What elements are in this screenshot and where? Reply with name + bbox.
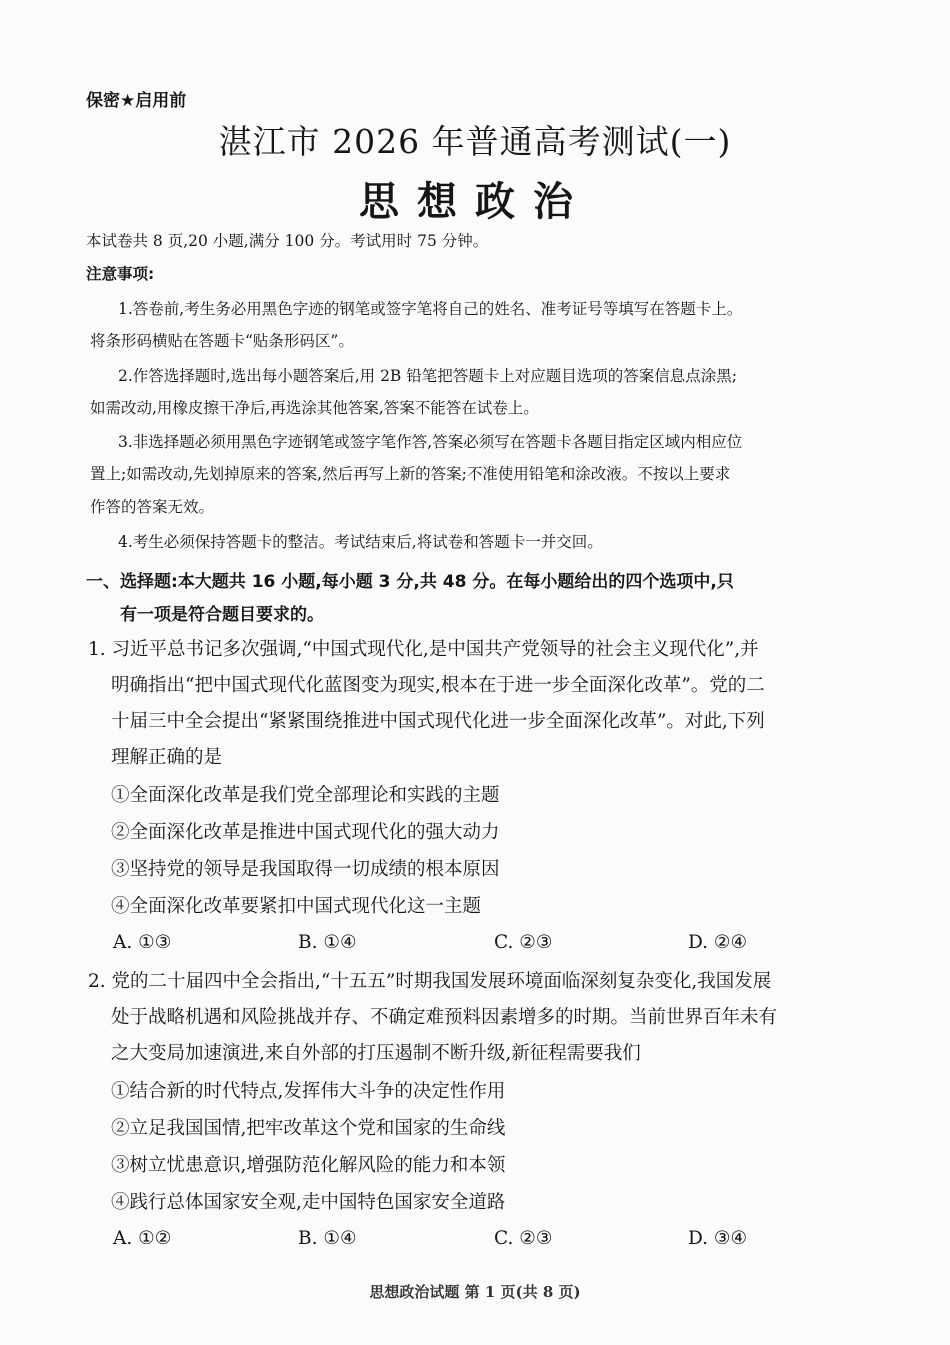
section-heading: 一、选择题:本大题共 16 小题,每小题 3 分,共 48 分。在每小题给出的四个选项中,只 <box>86 572 734 592</box>
notice-line: 1.答卷前,考生务必用黑色字迹的钢笔或签字笔将自己的姓名、准考证号等填写在答题卡上。 <box>118 300 743 318</box>
question-stem-line: 之大变局加速演进,来自外部的打压遏制不断升级,新征程需要我们 <box>111 1043 641 1064</box>
statement-item: ④践行总体国家安全观,走中国特色国家安全道路 <box>111 1192 506 1213</box>
option-b[interactable]: B. ①④ <box>298 1228 357 1249</box>
statement-item: ③树立忧患意识,增强防范化解风险的能力和本领 <box>111 1155 506 1176</box>
notice-line: 3.非选择题必须用黑色字迹钢笔或签字笔作答,答案必须写在答题卡各题目指定区域内相应位 <box>118 433 743 451</box>
confidential-mark: 保密★启用前 <box>86 91 187 111</box>
option-a[interactable]: A. ①③ <box>113 932 172 953</box>
option-d[interactable]: D. ③④ <box>688 1228 748 1249</box>
question-stem-line: 十届三中全会提出“紧紧围绕推进中国式现代化进一步全面深化改革”。对此,下列 <box>111 711 765 732</box>
exam-title: 湛江市 2026 年普通高考测试(一) <box>218 122 732 161</box>
notice-line: 作答的答案无效。 <box>90 498 215 516</box>
statement-item: ④全面深化改革要紧扣中国式现代化这一主题 <box>111 896 482 917</box>
notice-line: 如需改动,用橡皮擦干净后,再选涂其他答案,答案不能答在试卷上。 <box>90 399 539 417</box>
statement-item: ②立足我国国情,把牢改革这个党和国家的生命线 <box>111 1118 506 1139</box>
option-c[interactable]: C. ②③ <box>494 1228 553 1249</box>
question-stem-line: 处于战略机遇和风险挑战并存、不确定难预料因素增多的时期。当前世界百年未有 <box>111 1007 778 1028</box>
option-c[interactable]: C. ②③ <box>494 932 553 953</box>
notice-line: 4.考生必须保持答题卡的整洁。考试结束后,将试卷和答题卡一并交回。 <box>118 533 603 551</box>
statement-item: ①全面深化改革是我们党全部理论和实践的主题 <box>111 785 500 806</box>
question-stem-line: 2. 党的二十届四中全会指出,“十五五”时期我国发展环境面临深刻复杂变化,我国发展 <box>88 971 772 992</box>
section-heading-cont: 有一项是符合题目要求的。 <box>120 605 324 625</box>
option-d[interactable]: D. ②④ <box>688 932 748 953</box>
statement-item: ①结合新的时代特点,发挥伟大斗争的决定性作用 <box>111 1081 506 1102</box>
notice-heading: 注意事项: <box>86 265 155 283</box>
notice-line: 2.作答选择题时,选出每小题答案后,用 2B 铅笔把答题卡上对应题目选项的答案信息点涂黑; <box>118 367 737 385</box>
question-stem-line: 理解正确的是 <box>111 747 223 768</box>
statement-item: ③坚持党的领导是我国取得一切成绩的根本原因 <box>111 859 500 880</box>
question-stem-line: 1. 习近平总书记多次强调,“中国式现代化,是中国共产党领导的社会主义现代化”,并 <box>88 639 759 660</box>
option-b[interactable]: B. ①④ <box>298 932 357 953</box>
question-stem-line: 明确指出“把中国式现代化蓝图变为现实,根本在于进一步全面深化改革”。党的二 <box>111 675 765 696</box>
notice-line: 置上;如需改动,先划掉原来的答案,然后再写上新的答案;不准使用铅笔和涂改液。不按以上要求 <box>90 465 731 483</box>
option-a[interactable]: A. ①② <box>113 1228 172 1249</box>
notice-line: 将条形码横贴在答题卡“贴条形码区”。 <box>90 332 354 350</box>
subject-title: 思想政治 <box>359 179 591 225</box>
statement-item: ②全面深化改革是推进中国式现代化的强大动力 <box>111 822 500 843</box>
page-footer: 思想政治试题 第 1 页(共 8 页) <box>369 1283 581 1301</box>
intro-text: 本试卷共 8 页,20 小题,满分 100 分。考试用时 75 分钟。 <box>86 232 489 250</box>
